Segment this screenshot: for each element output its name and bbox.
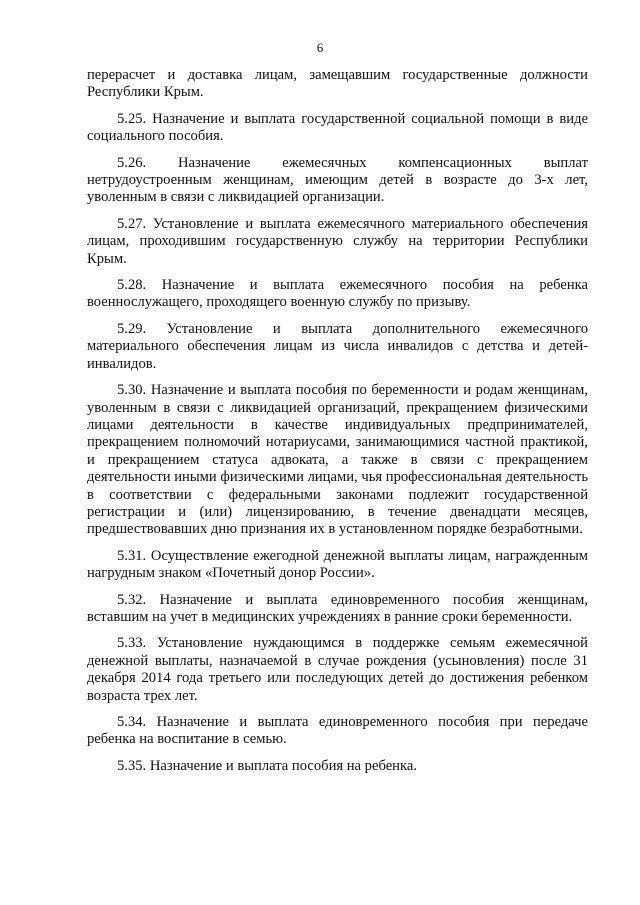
paragraph-5-30: 5.30. Назначение и выплата пособия по беременности и родам женщинам, уволенным в связи с ликвидацией организаций, прекращением физическими лицами деятельности в качестве индивидуальных предпринимателей, прекращением полномочий нотариусами, занимающимися частной практикой, и прекращением статуса адвоката, а также в связи с прекращением деятельности иными физическими лицами, чья профессиональная деятельность в соответствии с федеральными законами подлежит государственной регистрации и (или) лицензированию, в течение двенадцати месяцев, предшествовавших дню признания их в установленном порядке безработными. — [87, 382, 588, 538]
paragraph-5-25: 5.25. Назначение и выплата государственной социальной помощи в виде социального пособия. — [87, 110, 588, 145]
paragraph-5-29: 5.29. Установление и выплата дополнительного ежемесячного материального обеспечения лицам из числа инвалидов с детства и детей-инвалидов. — [87, 320, 588, 372]
paragraph-5-32: 5.32. Назначение и выплата единовременного пособия женщинам, вставшим на учет в медицинских учреждениях в ранние сроки беременности. — [87, 591, 588, 625]
paragraph-5-28: 5.28. Назначение и выплата ежемесячного пособия на ребенка военнослужащего, проходящего военную службу по призыву. — [87, 277, 588, 311]
document-body — [87, 67, 588, 784]
page-number: 6 — [316, 40, 324, 55]
paragraph-continuation: перерасчет и доставка лицам, замещавшим государственные должности Республики Крым. — [87, 67, 588, 101]
paragraph-5-33: 5.33. Установление нуждающимся в поддержке семьям ежемесячной денежной выплаты, назначаемой в случае рождения (усыновления) после 31 декабря 2014 года третьего или последующих детей до достижения ребенком возраста трех лет. — [87, 635, 588, 704]
paragraph-5-34: 5.34. Назначение и выплата единовременного пособия при передаче ребенка на воспитание в семью. — [87, 714, 588, 748]
paragraph-5-35: 5.35. Назначение и выплата пособия на ребенка. — [117, 757, 417, 774]
paragraph-5-26: 5.26. Назначение ежемесячных компенсационных выплат нетрудоустроенным женщинам, имеющим детей в возрасте до 3-х лет, уволенным в связи с ликвидацией организации. — [87, 154, 588, 206]
paragraph-5-31: 5.31. Осуществление ежегодной денежной выплаты лицам, награжденным нагрудным знаком «Почетный донор России». — [87, 547, 588, 582]
paragraph-5-27: 5.27. Установление и выплата ежемесячного материального обеспечения лицам, проходившим государственную службу на территории Республики Крым. — [87, 215, 588, 267]
